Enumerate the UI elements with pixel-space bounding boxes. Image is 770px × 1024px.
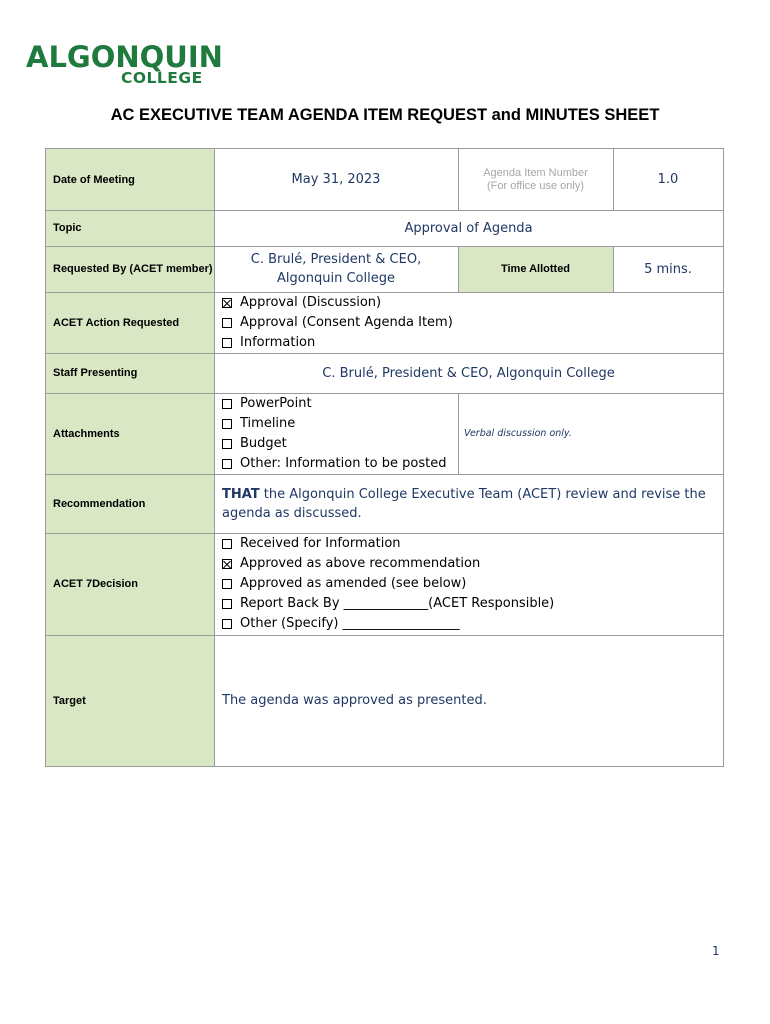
row-divider: [46, 246, 723, 247]
acet-decision-label: ACET 7Decision: [46, 533, 214, 635]
column-divider: [458, 393, 459, 474]
action-option-approval-consent[interactable]: Approval (Consent Agenda Item): [222, 313, 712, 333]
decision-option-other[interactable]: Other (Specify) __________________: [222, 614, 712, 634]
time-allotted-label: Time Allotted: [458, 246, 613, 292]
decision-option-report-back[interactable]: Report Back By _____________(ACET Responsible): [222, 594, 712, 614]
attachment-option-budget[interactable]: Budget: [222, 434, 458, 454]
logo-wordmark-line2: COLLEGE: [121, 69, 203, 87]
agenda-form-table: [45, 148, 724, 767]
target-label: Target: [46, 635, 214, 766]
row-divider: [46, 292, 723, 293]
row-divider: [46, 635, 723, 636]
checkbox-icon[interactable]: [222, 419, 232, 429]
attachment-option-other[interactable]: Other: Information to be posted: [222, 454, 458, 474]
decision-options-list: [222, 534, 712, 634]
agenda-item-number-label: Agenda Item Number (For office use only): [483, 166, 588, 192]
column-divider: [613, 246, 614, 292]
topic-label: Topic: [46, 210, 214, 246]
attachments-options-list: [222, 394, 458, 474]
row-divider: [46, 393, 723, 394]
attachments-note: Verbal discussion only.: [464, 428, 572, 439]
acet-action-requested-label: ACET Action Requested: [46, 292, 214, 353]
attachment-option-powerpoint[interactable]: PowerPoint: [222, 394, 458, 414]
decision-option-received[interactable]: Received for Information: [222, 534, 712, 554]
checkbox-icon[interactable]: [222, 539, 232, 549]
attachment-option-timeline[interactable]: Timeline: [222, 414, 458, 434]
requested-by-value: C. Brulé, President & CEO, Algonquin College: [250, 252, 422, 286]
decision-option-approved[interactable]: Approved as above recommendation: [222, 554, 712, 574]
recommendation-text: the Algonquin College Executive Team (ACET) review and revise the agenda as discussed.: [222, 487, 706, 521]
requested-by-label: Requested By (ACET member): [46, 246, 214, 292]
recommendation-label: Recommendation: [46, 474, 214, 533]
column-divider: [458, 246, 459, 292]
recommendation-lead: THAT: [222, 487, 260, 502]
checkbox-icon[interactable]: [222, 619, 232, 629]
checkbox-icon[interactable]: [222, 318, 232, 328]
checkbox-icon[interactable]: [222, 298, 232, 308]
action-option-information[interactable]: Information: [222, 333, 712, 353]
row-divider: [46, 533, 723, 534]
recommendation-value: [222, 485, 712, 531]
staff-presenting-value: C. Brulé, President & CEO, Algonquin College: [322, 365, 615, 381]
attachments-label: Attachments: [46, 393, 214, 474]
algonquin-college-logo: [26, 40, 223, 88]
date-of-meeting-label: Date of Meeting: [46, 149, 214, 210]
action-option-approval-discussion[interactable]: Approval (Discussion): [222, 293, 712, 313]
row-divider: [46, 474, 723, 475]
checkbox-icon[interactable]: [222, 559, 232, 569]
decision-option-approved-amended[interactable]: Approved as amended (see below): [222, 574, 712, 594]
page-number: 1: [712, 944, 720, 958]
target-value: The agenda was approved as presented.: [222, 693, 487, 708]
checkbox-icon[interactable]: [222, 399, 232, 409]
checkbox-icon[interactable]: [222, 459, 232, 469]
action-options-list: [222, 293, 712, 353]
staff-presenting-label: Staff Presenting: [46, 353, 214, 393]
topic-value: Approval of Agenda: [404, 220, 533, 236]
checkbox-icon[interactable]: [222, 579, 232, 589]
agenda-item-number-value: 1.0: [657, 172, 679, 187]
time-allotted-value: 5 mins.: [644, 261, 692, 277]
logo-wordmark-line1: ALGONQUIN: [26, 40, 223, 74]
row-divider: [46, 210, 723, 211]
checkbox-icon[interactable]: [222, 599, 232, 609]
checkbox-icon[interactable]: [222, 338, 232, 348]
column-divider: [613, 149, 614, 210]
column-divider: [458, 149, 459, 210]
checkbox-icon[interactable]: [222, 439, 232, 449]
row-divider: [46, 353, 723, 354]
document-title: AC EXECUTIVE TEAM AGENDA ITEM REQUEST and MINUTES SHEET: [110, 106, 660, 124]
date-of-meeting-value: May 31, 2023: [291, 172, 381, 187]
column-divider: [214, 149, 215, 766]
